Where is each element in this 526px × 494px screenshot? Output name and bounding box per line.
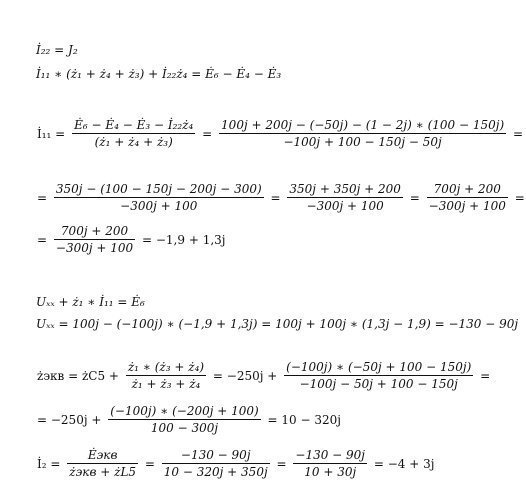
- denominator: −300j + 100: [428, 199, 506, 213]
- equation-text: Uₓₓ = 100j − (−100j) ∗ (−1,9 + 1,3j) = 100j + 100j ∗ (1,3j − 1,9) = −130 − 90j: [36, 317, 519, 331]
- equation-lead: İ₂ =: [37, 456, 61, 471]
- fraction-2: [284, 360, 473, 391]
- equation-line-9: [36, 404, 342, 435]
- denominator: −100j − 50j + 100 − 150j: [299, 377, 458, 391]
- numerator: Ė₆ − Ė₄ − Ė₃ − İ₂₂ż₄: [74, 118, 194, 132]
- equation-line-7: [36, 316, 518, 332]
- fraction-3: [293, 448, 367, 479]
- denominator: żэкв + żL5: [69, 465, 137, 479]
- equation-line-6: [36, 294, 145, 310]
- equation-line-4: [36, 182, 526, 213]
- equation-tail: = 10 − 320j: [267, 412, 341, 427]
- denominator: −300j + 100: [120, 199, 198, 213]
- denominator: −100j + 100 − 150j − 50j: [283, 135, 442, 149]
- fraction-3: [427, 182, 508, 213]
- equation-mid: = −250j +: [212, 368, 278, 383]
- fraction-2: [162, 448, 270, 479]
- equation-lead: İ₁₁ =: [37, 126, 66, 141]
- denominator: ż₁ + ż₃ + ż₄: [131, 377, 201, 391]
- fraction-2: [219, 118, 506, 149]
- equation-line-2: [36, 66, 281, 82]
- equals-sign: =: [409, 190, 420, 205]
- denominator: 10 + 30j: [304, 465, 357, 479]
- fraction-1: [54, 182, 264, 213]
- equation-text: Uₓₓ + ż₁ ∗ İ₁₁ = Ė₆: [36, 295, 145, 309]
- numerator: Ėэкв: [67, 448, 138, 464]
- equation-text: İ₂₂ = J₂: [36, 43, 78, 57]
- numerator: 100j + 200j − (−50j) − (1 − 2j) ∗ (100 − 150j): [221, 118, 505, 132]
- numerator: (−100j) ∗ (−200j + 100): [110, 404, 259, 418]
- equation-tail: = −1,9 + 1,3j: [142, 232, 226, 247]
- equation-tail: =: [512, 126, 524, 141]
- equals-sign: =: [276, 456, 287, 471]
- equation-tail: =: [514, 190, 525, 205]
- numerator: −130 − 90j: [162, 448, 270, 464]
- equation-lead: = −250j +: [37, 412, 102, 427]
- denominator: 100 − 300j: [150, 421, 219, 435]
- equation-line-1: [36, 42, 78, 58]
- equals-sign: =: [202, 126, 213, 141]
- numerator: −130 − 90j: [295, 448, 366, 462]
- equals-sign: =: [144, 456, 155, 471]
- equation-tail: = −4 + 3j: [373, 456, 435, 471]
- numerator: 700j + 200: [54, 224, 135, 240]
- equation-tail: =: [480, 368, 491, 383]
- equation-lead: =: [37, 232, 48, 247]
- denominator: 10 − 320j + 350j: [163, 465, 268, 479]
- denominator: −300j + 100: [55, 241, 134, 255]
- equation-lead: =: [37, 190, 48, 205]
- equation-line-3: [36, 118, 524, 149]
- equals-sign: =: [270, 190, 281, 205]
- numerator: ż₁ ∗ (ż₃ + ż₄): [127, 360, 205, 374]
- fraction-2: [287, 182, 403, 213]
- equation-line-8: [36, 360, 491, 391]
- denominator: −300j + 100: [306, 199, 384, 213]
- numerator: 350j − (100 − 150j − 200j − 300): [55, 182, 262, 196]
- numerator: 700j + 200: [427, 182, 508, 198]
- fraction-1: [126, 360, 206, 391]
- fraction-1: [108, 404, 260, 435]
- equation-line-10: [36, 448, 435, 479]
- numerator: 350j + 350j + 200: [289, 182, 401, 196]
- numerator: (−100j) ∗ (−50j + 100 − 150j): [286, 360, 472, 374]
- equation-lead: żэкв = żC5 +: [37, 368, 119, 383]
- equation-line-5: [36, 224, 227, 255]
- denominator: (ż₁ + ż₄ + ż₃): [94, 135, 173, 149]
- fraction-1: [72, 118, 195, 149]
- fraction-1: [54, 224, 135, 255]
- fraction-1: [67, 448, 138, 479]
- equation-text: İ₁₁ ∗ (ż₁ + ż₄ + ż₃) + İ₂₂ż₄ = Ė₆ − Ė₄ − Ė₃: [36, 67, 282, 81]
